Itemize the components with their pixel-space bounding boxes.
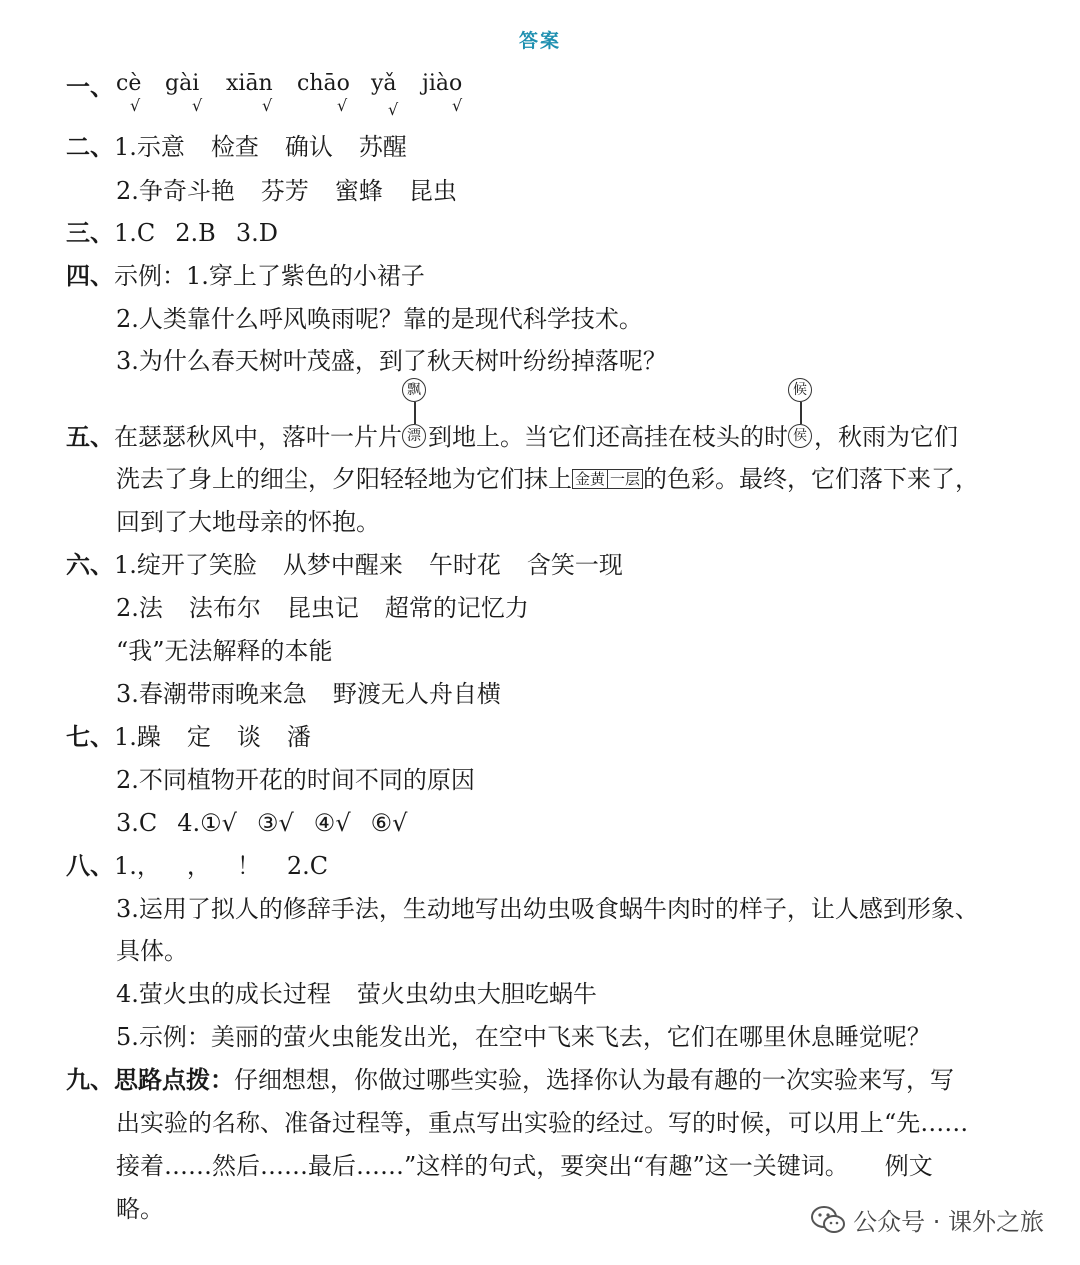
answer: 3.春潮带雨晚来急 <box>116 680 307 708</box>
answer: 谈 <box>236 723 261 751</box>
check-mark: √ <box>337 96 348 115</box>
q4-line3: 3.为什么春天树叶茂盛，到了秋天树叶纷纷掉落呢？ <box>116 347 667 375</box>
answer: 3.D <box>235 219 278 247</box>
q5-line1 <box>66 382 958 452</box>
answer: 2.C <box>286 852 329 880</box>
pinyin-1: cè <box>116 71 142 96</box>
q4-line2: 2.人类靠什么呼风唤雨呢？靠的是现代科学技术。 <box>116 305 643 333</box>
q7-label: 七、 <box>66 723 114 751</box>
q2-line1 <box>66 132 407 162</box>
swap-box: 一层 <box>608 469 643 489</box>
answer: 1.躁 <box>114 723 161 751</box>
answer: 昆虫记 <box>286 594 359 622</box>
q6-label: 六、 <box>66 551 114 579</box>
check-mark: √ <box>452 96 463 115</box>
answer: 昆虫 <box>408 177 457 205</box>
answer: 法布尔 <box>188 594 261 622</box>
correction-mark <box>788 382 814 452</box>
q6-line4 <box>116 679 501 709</box>
answer: ④√ <box>313 809 351 837</box>
answer: 确认 <box>284 133 333 161</box>
passage-text: 洗去了身上的细尘，夕阳轻轻地为它们抹上 <box>116 465 572 493</box>
check-mark: √ <box>130 96 141 115</box>
q9-line2: 出实验的名称、准备过程等，重点写出实验的经过。写的时候，可以用上“先…… <box>116 1109 969 1137</box>
passage-text: 的色彩。最终，它们落下来了， <box>643 465 980 493</box>
answer: 2.B <box>175 219 216 247</box>
q9-line4: 略。 <box>116 1195 164 1223</box>
q1-label: 一、 <box>66 73 114 101</box>
wrong-char: 侯 <box>788 424 812 448</box>
pinyin-3: xiān <box>226 71 273 96</box>
q8-label: 八、 <box>66 852 114 880</box>
answer: 4.萤火虫的成长过程 <box>116 980 331 1008</box>
correction-mark <box>402 382 428 452</box>
q5-line2 <box>116 464 979 494</box>
q6-line1 <box>66 550 623 580</box>
q8-line5: 5.示例：美丽的萤火虫能发出光，在空中飞来飞去，它们在哪里休息睡觉呢？ <box>116 1023 931 1051</box>
passage-text: 到地上。当它们还高挂在枝头的时 <box>428 423 788 451</box>
q3-label: 三、 <box>66 219 114 247</box>
answer: 萤火虫幼虫大胆吃蜗牛 <box>356 980 597 1008</box>
q8-line2: 3.运用了拟人的修辞手法，生动地写出幼虫吸食蜗牛肉时的样子，让人感到形象、 <box>116 895 979 923</box>
watermark-text: 公众号 · 课外之旅 <box>853 1208 1044 1236</box>
answer: 含笑一现 <box>526 551 623 579</box>
answer: 芬芳 <box>260 177 309 205</box>
page-title: 答案 <box>518 30 561 52</box>
answer: 定 <box>186 723 211 751</box>
q4-label: 四、 <box>66 262 114 290</box>
q6-line3: “我”无法解释的本能 <box>116 637 333 665</box>
q7-line1 <box>66 722 311 752</box>
wechat-icon <box>811 1205 845 1235</box>
answer: 2.争奇斗艳 <box>116 177 235 205</box>
pinyin-5: yǎ <box>371 71 397 96</box>
q9-line1 <box>66 1065 954 1095</box>
answer: 苏醒 <box>358 133 407 161</box>
q3-line <box>66 218 278 248</box>
pinyin-6: jiào <box>422 71 463 96</box>
hint-text: 仔细想想，你做过哪些实验，选择你认为最有趣的一次实验来写，写 <box>234 1066 954 1094</box>
answer: ⑥√ <box>370 809 408 837</box>
q9-label: 九、 <box>66 1066 114 1094</box>
q4-line1 <box>66 261 425 291</box>
answer: 野渡无人舟自横 <box>332 680 501 708</box>
check-mark: √ <box>388 100 399 119</box>
answer: 1.示意 <box>114 133 185 161</box>
q8-line1 <box>66 851 328 881</box>
check-mark: √ <box>192 96 203 115</box>
q7-line3 <box>116 808 407 838</box>
q7-line2: 2.不同植物开花的时间不同的原因 <box>116 766 475 794</box>
pinyin-2: gài <box>165 71 200 96</box>
answer: ， <box>186 852 211 880</box>
hint-label: 思路点拨： <box>114 1066 234 1094</box>
q8-line3: 具体。 <box>116 937 188 965</box>
answer: 3.C <box>116 809 158 837</box>
answer: 1.绽开了笑脸 <box>114 551 257 579</box>
answer: ！ <box>236 852 261 880</box>
answer: 示例：1.穿上了紫色的小裙子 <box>114 262 425 290</box>
answer: 潘 <box>286 723 311 751</box>
answer: 从梦中醒来 <box>282 551 403 579</box>
correct-char: 候 <box>788 378 812 402</box>
answer: 1.C <box>114 219 156 247</box>
q9-line3: 接着……然后……最后……”这样的句式，要突出“有趣”这一关键词。 例文 <box>116 1152 933 1180</box>
answer: 4.①√ <box>177 809 237 837</box>
wrong-char: 漂 <box>402 424 426 448</box>
answer: 检查 <box>210 133 259 161</box>
q2-line2 <box>116 176 457 206</box>
answer: 蜜蜂 <box>334 177 383 205</box>
passage-text: ，秋雨为它们 <box>814 423 958 451</box>
check-mark: √ <box>262 96 273 115</box>
answer: 午时花 <box>428 551 501 579</box>
watermark <box>811 1202 1044 1237</box>
swap-box: 金黄 <box>572 469 608 489</box>
answer: ③√ <box>256 809 294 837</box>
q8-line4 <box>116 979 597 1009</box>
passage-text: 在瑟瑟秋风中，落叶一片片 <box>114 423 402 451</box>
answer: 1.， <box>114 852 161 880</box>
q5-line3: 回到了大地母亲的怀抱。 <box>116 508 380 536</box>
q2-label: 二、 <box>66 133 114 161</box>
pinyin-4: chāo <box>297 71 350 96</box>
q5-label: 五、 <box>66 423 114 451</box>
correct-char: 飘 <box>402 378 426 402</box>
answer: 2.法 <box>116 594 163 622</box>
answer: 超常的记忆力 <box>384 594 529 622</box>
q6-line2 <box>116 593 529 623</box>
